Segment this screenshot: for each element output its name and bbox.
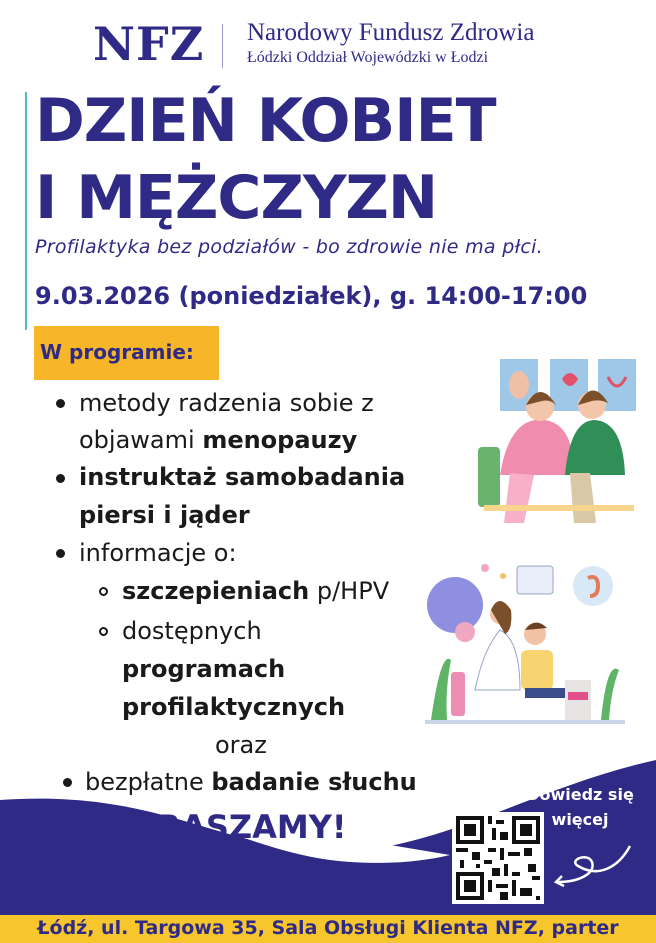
program-label: W programie: xyxy=(40,340,194,364)
vaccination-rest: p/HPV xyxy=(309,577,390,605)
bullet-dot xyxy=(63,778,72,787)
list-item-hearing xyxy=(85,767,417,797)
org-subtitle: Łódzki Oddział Wojewódzki w Łodzi xyxy=(247,49,489,66)
list-item-info: informacje o: xyxy=(79,539,237,567)
nfz-logo: NFZ xyxy=(93,17,205,71)
event-date: 9.03.2026 (poniedziałek), g. 14:00-17:00 xyxy=(35,282,588,310)
list-item-selfexam-b: piersi i jąder xyxy=(79,501,250,529)
learn-more-text: Dowiedz się więcej xyxy=(526,785,634,829)
sub-item-programs-c: profilaktycznych xyxy=(122,693,346,721)
curved-arrow-icon xyxy=(548,838,638,888)
tagline: Profilaktyka bez podziałów - bo zdrowie nie ma płci. xyxy=(35,236,543,258)
footer-address: Łódź, ul. Targowa 35, Sala Obsługi Klienta NFZ, parter xyxy=(37,917,619,939)
sub-item-oraz: oraz xyxy=(215,731,267,759)
menopause-text: objawami xyxy=(79,426,203,454)
hearing-bold: badanie słuchu xyxy=(211,768,417,796)
sub-item-programs-a: dostępnych xyxy=(122,617,262,645)
hearing-text: bezpłatne xyxy=(85,768,212,796)
list-item-selfexam-a: instruktaż samobadania xyxy=(79,463,406,491)
menopause-bold: menopauzy xyxy=(202,426,358,454)
org-name: Narodowy Fundusz Zdrowia xyxy=(247,19,535,46)
sub-item-programs-b: programach xyxy=(122,655,286,683)
qr-code[interactable] xyxy=(452,812,544,904)
vaccination-bold: szczepieniach xyxy=(122,577,310,605)
list-item-menopause-a: metody radzenia sobie z xyxy=(79,389,374,417)
cta-invite: ZAPRASZAMY! xyxy=(85,808,347,846)
title-line-2: I MĘŻCZYZN xyxy=(35,163,438,233)
title-line-1: DZIEŃ KOBIET xyxy=(35,86,496,156)
